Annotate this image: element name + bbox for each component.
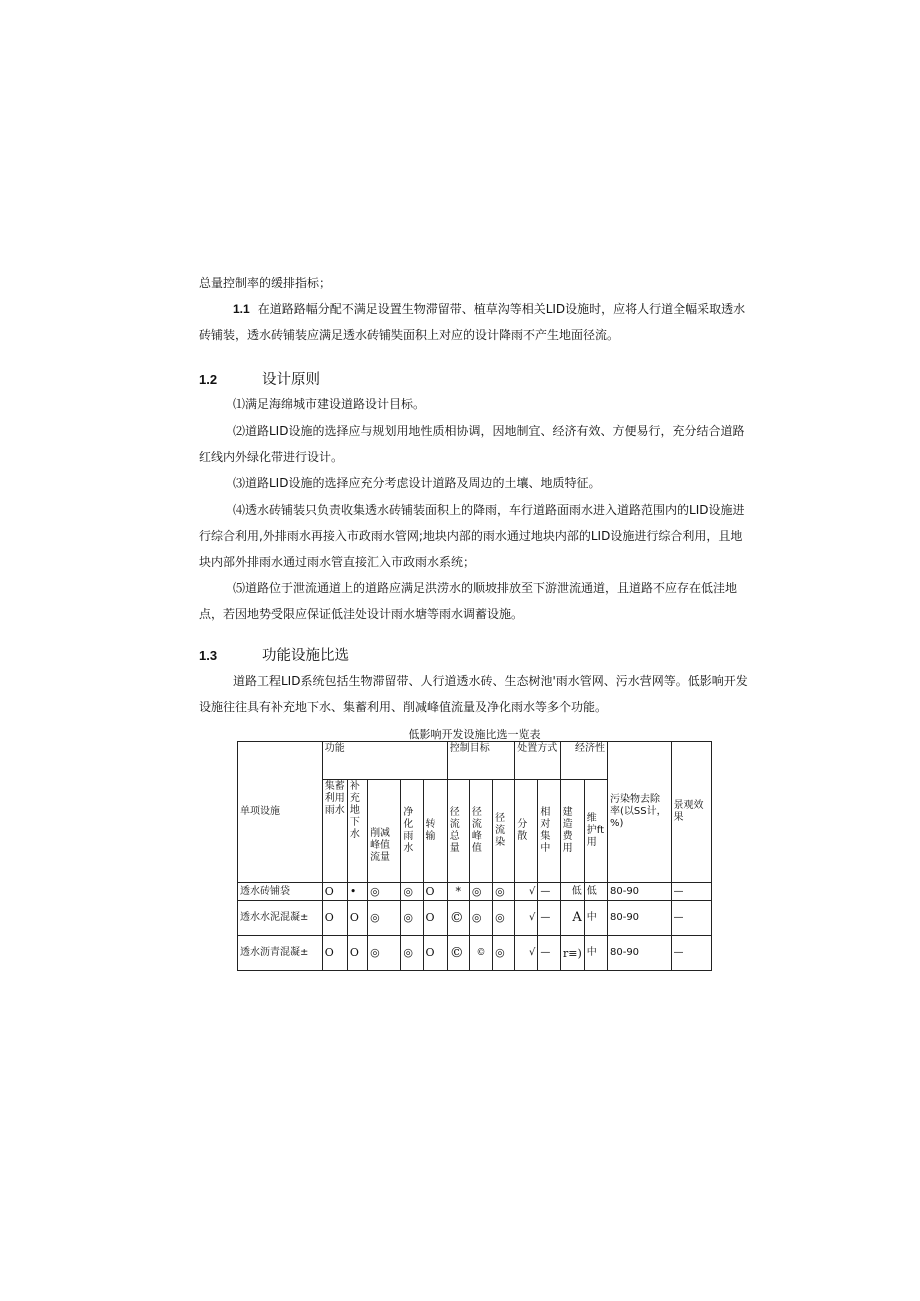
section-number: 1.3 <box>199 648 218 663</box>
sub-header: 径流染 <box>493 780 515 883</box>
cell: √ <box>515 936 538 971</box>
sub-header: 径流总量 <box>447 780 469 883</box>
cell: O <box>322 901 347 936</box>
row-name: 透水水泥混凝± <box>238 901 323 936</box>
cell: — <box>671 883 711 901</box>
cell: ◎ <box>493 936 515 971</box>
paragraph-continuation: 总量控制率的缓排指标； <box>199 276 332 290</box>
sub-header: 建造费用 <box>560 780 584 883</box>
sub-header: 径流峰值 <box>469 780 492 883</box>
header-economy: 经济性 <box>560 742 607 780</box>
sub-header: 净化雨水 <box>401 780 423 883</box>
principle-item-5: ⑸道路位于泄流通道上的道路应满足洪涝水的顺坡排放至下游泄流通道，且道路不应存在低洼地点，若因地势受限应保证低洼处设计雨水塘等雨水调蓄设施。 <box>199 581 738 621</box>
cell: ◎ <box>469 901 492 936</box>
cell: 80-90 <box>607 883 671 901</box>
section-title: 功能设施比选 <box>262 648 349 664</box>
section-title: 设计原则 <box>262 372 320 388</box>
cell: — <box>671 936 711 971</box>
cell: O <box>347 901 367 936</box>
table-row <box>238 901 712 936</box>
cell: * <box>447 883 469 901</box>
cell: © <box>447 901 469 936</box>
header-control: 控制目标 <box>447 742 515 780</box>
cell: O <box>423 883 447 901</box>
cell: O <box>347 936 367 971</box>
section-number: 1.2 <box>199 372 218 387</box>
sub-header: 集蓄利用雨水 <box>322 780 347 883</box>
cell: — <box>538 883 560 901</box>
sub-header: 转输 <box>423 780 447 883</box>
sub-header: 削减峰值流量 <box>368 780 401 883</box>
cell: 低 <box>584 883 607 901</box>
cell: ◎ <box>368 936 401 971</box>
cell: √ <box>515 901 538 936</box>
header-mode: 处置方式 <box>515 742 560 780</box>
lid-comparison-table <box>237 741 712 971</box>
cell: © <box>447 936 469 971</box>
cell: ◎ <box>368 883 401 901</box>
cell: ◎ <box>401 936 423 971</box>
cell: ◎ <box>401 901 423 936</box>
cell: 80-90 <box>607 901 671 936</box>
paragraph-text: 在道路路幅分配不满足设置生物滞留带、植草沟等相关LID设施时，应将人行道全幅采取透水砖铺装，透水砖铺装应满足透水砖铺奘面积上对应的设计降雨不产生地面径流。 <box>199 302 746 342</box>
cell: ◎ <box>469 883 492 901</box>
cell: O <box>322 883 347 901</box>
table-row <box>238 883 712 901</box>
row-name: 透水沥青混凝± <box>238 936 323 971</box>
cell: © <box>469 936 492 971</box>
paragraph-1-3: 道路工程LID系统包括生物滞留带、人行道透水砖、生态树池'雨水管网、污水营网等。低影响开发设施往往具有补充地下水、集蓄利用、削减峰值流量及净化雨水等多个功能。 <box>199 674 748 714</box>
header-item: 单项设施 <box>238 742 323 883</box>
principle-item-1: ⑴满足海绵城市建设道路设计目标。 <box>233 397 426 411</box>
sub-header: 维护ft用 <box>584 780 607 883</box>
cell: 中 <box>584 936 607 971</box>
sub-header: 相对集中 <box>538 780 560 883</box>
section-heading-1-3 <box>199 644 349 665</box>
cell: ◎ <box>401 883 423 901</box>
sub-header: 分散 <box>515 780 538 883</box>
cell: 低 <box>560 883 584 901</box>
cell: A <box>560 901 584 936</box>
header-landscape: 景观效果 <box>671 742 711 883</box>
cell: 中 <box>584 901 607 936</box>
cell: — <box>538 936 560 971</box>
sub-header: 补充地下水 <box>347 780 367 883</box>
section-number: 1.1 <box>233 302 250 316</box>
header-function: 功能 <box>322 742 447 780</box>
section-heading-1-2 <box>199 368 320 389</box>
cell: — <box>671 901 711 936</box>
table-row <box>238 936 712 971</box>
cell: ◎ <box>493 883 515 901</box>
cell: O <box>423 901 447 936</box>
cell: 80-90 <box>607 936 671 971</box>
cell: — <box>538 901 560 936</box>
principle-item-3: ⑶道路LID设施的选择应充分考虑设计道路及周边的土壤、地质特征。 <box>233 476 601 490</box>
paragraph-1-1 <box>199 296 751 348</box>
table-caption: 低影响开发设施比选一览表 <box>408 728 541 741</box>
header-ss-removal: 污染物去除率(以SS计，%) <box>607 742 671 883</box>
cell: O <box>423 936 447 971</box>
cell: ◎ <box>493 901 515 936</box>
cell: r≡) <box>560 936 584 971</box>
cell: O <box>322 936 347 971</box>
cell: • <box>347 883 367 901</box>
row-name: 透水砖铺袋 <box>238 883 323 901</box>
principle-item-2: ⑵道路LID设施的选择应与规划用地性质相协调，因地制宜、经济有效、方便易行，充分结合道路红线内外绿化带进行设计。 <box>199 424 745 464</box>
principle-item-4: ⑷透水砖铺装只负责收集透水砖铺装面积上的降雨，车行道路面雨水进入道路范围内的LID设施进行综合利用,外排雨水再接入市政雨水管网;地块内部的雨水通过地块内部的LID设施进行综合利用，且地块内部外排雨水通过雨水管直接汇入市政雨水系统； <box>199 503 745 569</box>
cell: ◎ <box>368 901 401 936</box>
cell: √ <box>515 883 538 901</box>
